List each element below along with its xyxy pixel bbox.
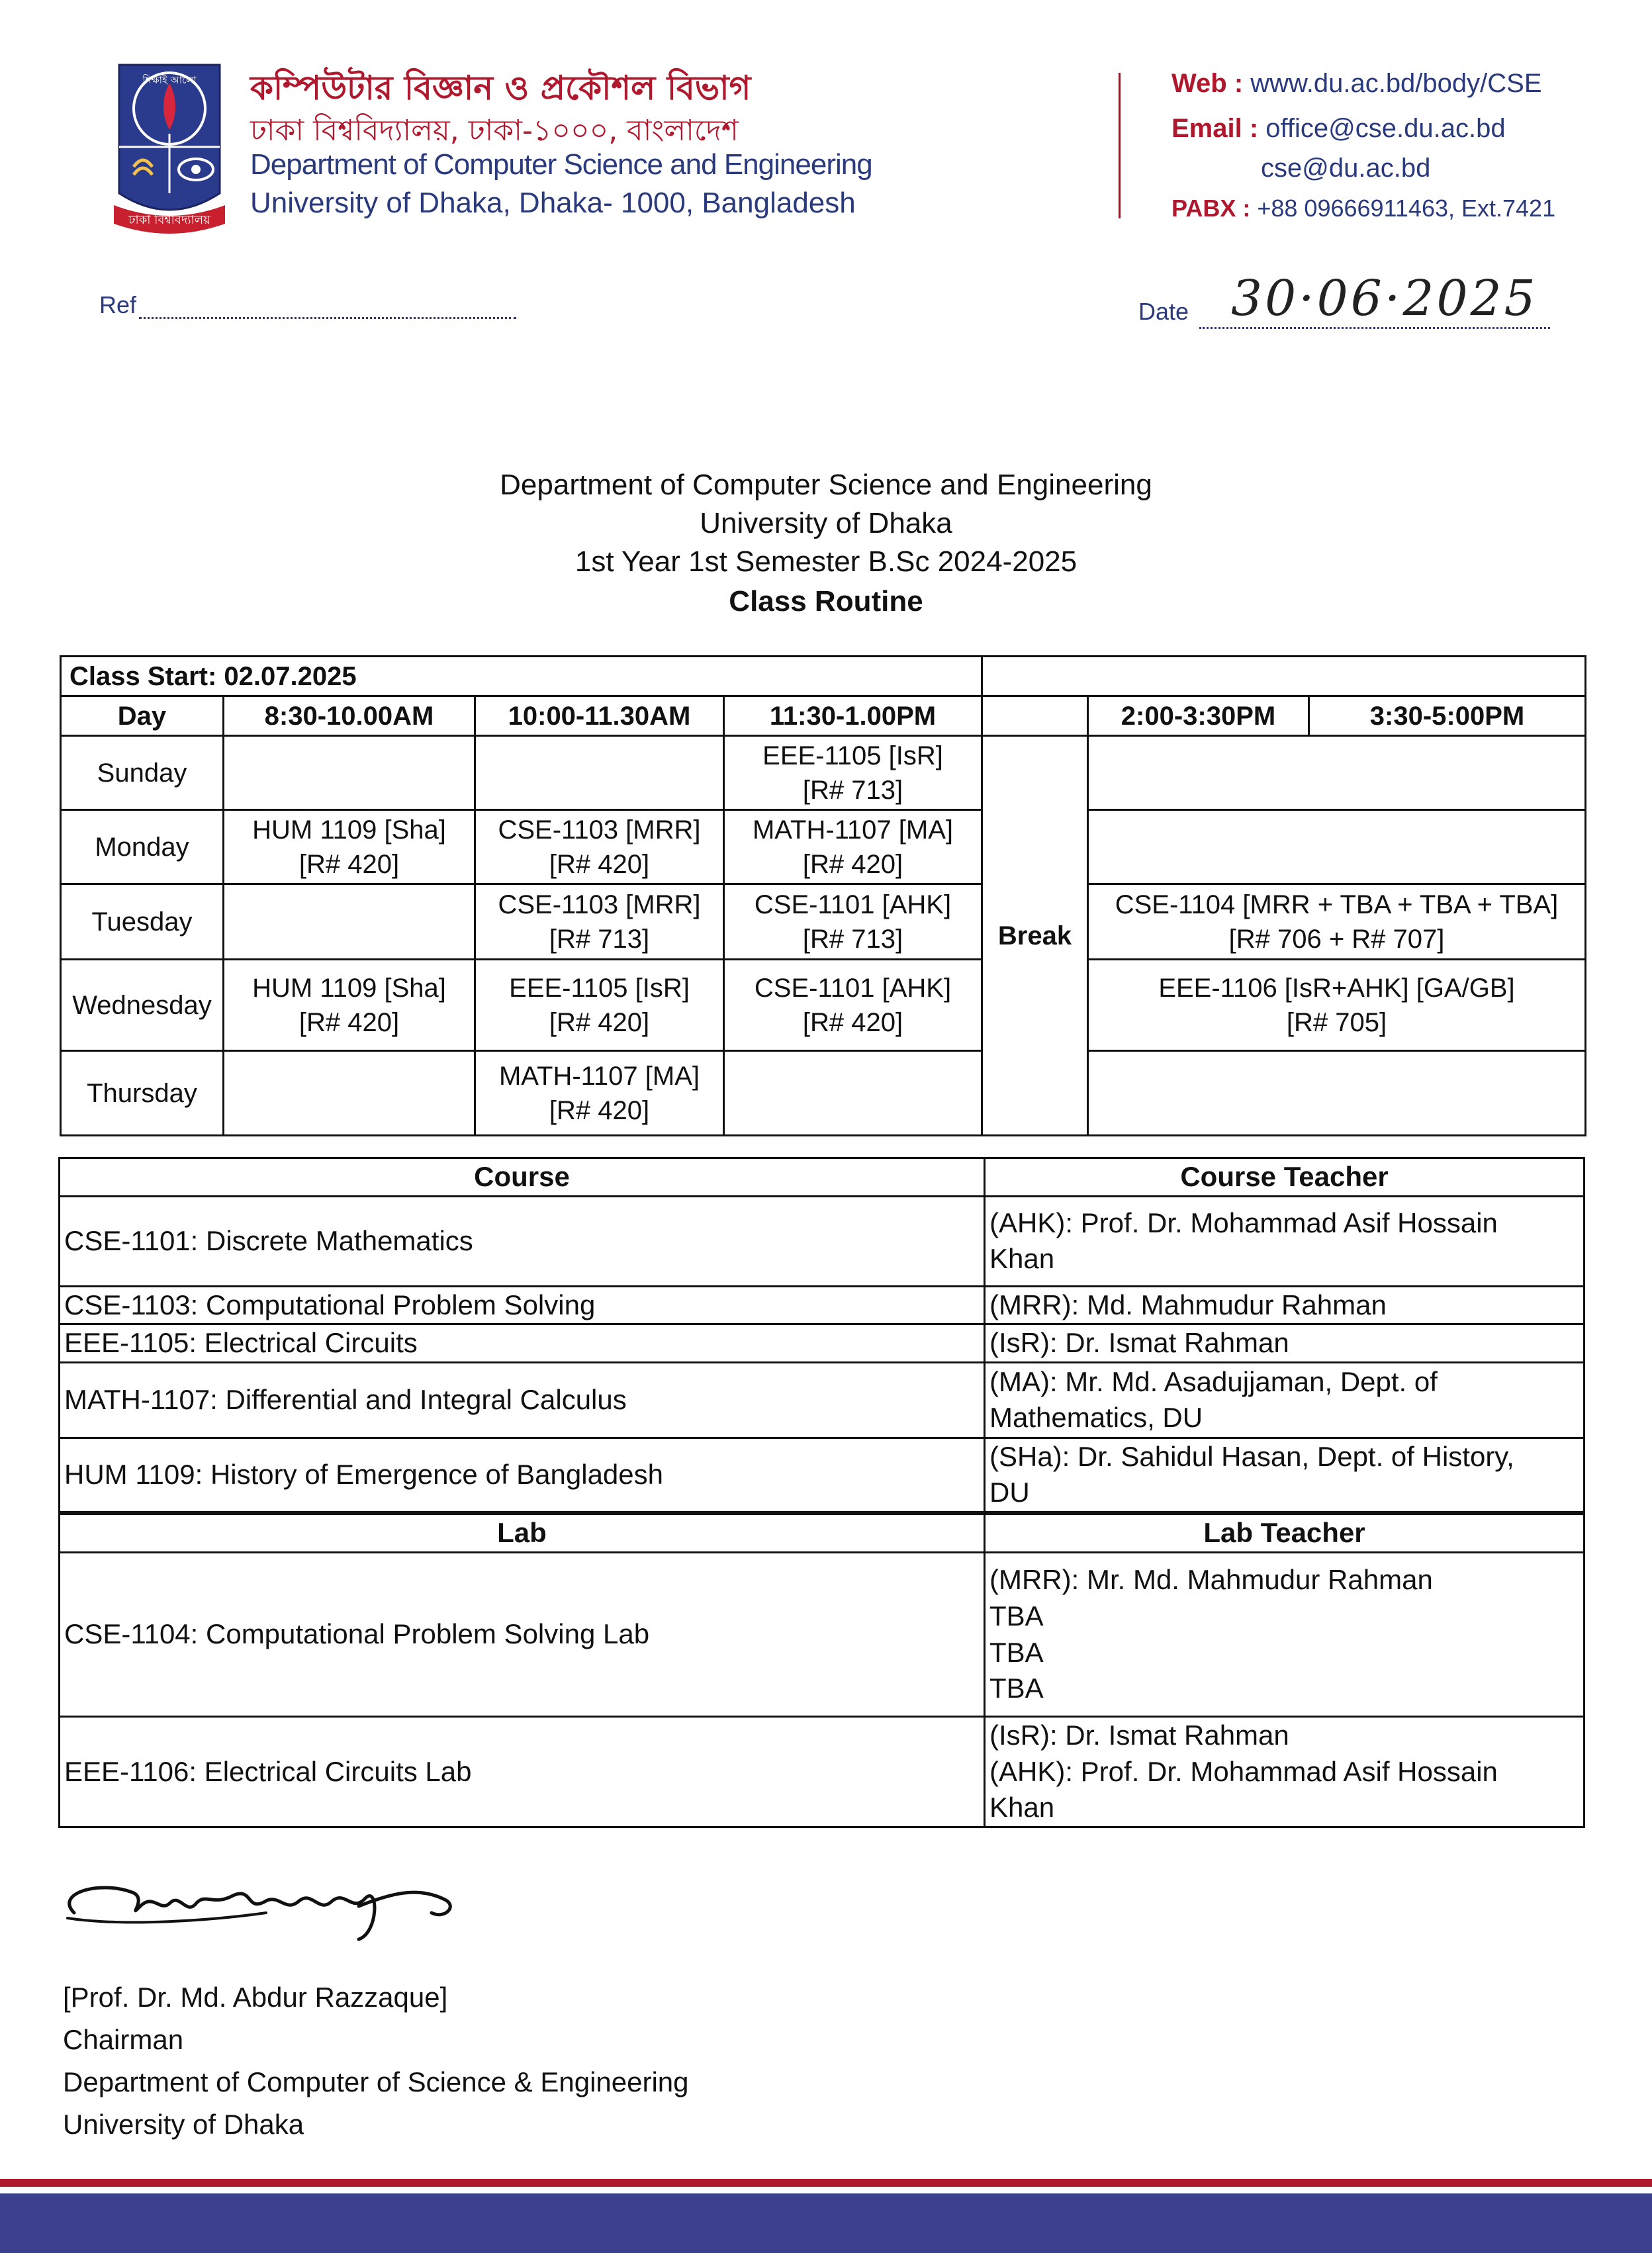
signatory-name: [Prof. Dr. Md. Abdur Razzaque] — [63, 1982, 448, 2013]
university-logo — [114, 61, 225, 238]
day-sunday: Sunday — [61, 736, 224, 810]
contact-pabx — [1171, 195, 1555, 222]
en-department-name: Department of Computer Science and Engineering — [250, 148, 872, 181]
sun-slot1 — [224, 736, 475, 810]
lab-name: EEE-1106: Electrical Circuits Lab — [60, 1717, 985, 1827]
teacher-line: (AHK): Prof. Dr. Mohammad Asif Hossain — [989, 1755, 1498, 1787]
thu-slot2 — [475, 1051, 724, 1136]
tue-slot2 — [475, 884, 724, 960]
course-name: HUM 1109: History of Emergence of Bangladesh — [60, 1438, 985, 1512]
doc-title-university: University of Dhaka — [700, 507, 952, 539]
logo-ribbon-text: ঢাকা বিশ্ববিদ্যালয় — [128, 213, 210, 227]
web-link[interactable]: www.du.ac.bd/body/CSE — [1250, 69, 1542, 98]
slot4-header: 2:00-3:30PM — [1088, 696, 1309, 736]
course-header: Course — [60, 1158, 985, 1197]
teacher-line: TBA — [989, 1600, 1044, 1632]
thu-slot3 — [724, 1051, 982, 1136]
class-code: MATH-1107 [MA] — [752, 815, 954, 845]
doc-title-department: Department of Computer Science and Engineering — [500, 469, 1152, 501]
course-name: MATH-1107: Differential and Integral Calculus — [60, 1362, 985, 1438]
lab-teacher — [985, 1553, 1584, 1717]
course-teacher — [985, 1362, 1584, 1438]
lab-teacher — [985, 1717, 1584, 1827]
class-code: HUM 1109 [Sha] — [252, 815, 446, 845]
pabx-label: PABX : — [1171, 195, 1251, 222]
class-code: CSE-1103 [MRR] — [498, 890, 701, 919]
room: [R# 713] — [549, 924, 650, 954]
slot5-header: 3:30-5:00PM — [1309, 696, 1586, 736]
day-monday: Monday — [61, 810, 224, 884]
footer-gap — [0, 2187, 1652, 2193]
class-code: CSE-1103 [MRR] — [498, 815, 701, 845]
tue-slot3 — [724, 884, 982, 960]
footer-navy-bar — [0, 2193, 1652, 2253]
doc-title-semester: 1st Year 1st Semester B.Sc 2024-2025 — [574, 545, 1078, 578]
teacher-line: (SHa): Dr. Sahidul Hasan, Dept. of History, — [989, 1440, 1514, 1472]
contact-web — [1171, 69, 1542, 99]
handwritten-date: 30·06·2025 — [1231, 270, 1538, 327]
letterhead-divider — [1119, 73, 1121, 218]
room: [R# 420] — [298, 1007, 400, 1037]
class-start-cell: Class Start: 02.07.2025 — [61, 657, 982, 696]
footer-red-stripe — [0, 2179, 1652, 2187]
web-label: Web : — [1171, 69, 1244, 98]
lab-name: CSE-1104: Computational Problem Solving Lab — [60, 1553, 985, 1717]
wed-afternoon — [1088, 960, 1586, 1051]
empty-header-cell — [982, 657, 1586, 696]
course-name: CSE-1103: Computational Problem Solving — [60, 1286, 985, 1324]
teacher-line: (AHK): Prof. Dr. Mohammad Asif Hossain — [989, 1207, 1498, 1238]
room: [R# 420] — [549, 849, 650, 879]
room: [R# 420] — [298, 849, 400, 879]
class-code: HUM 1109 [Sha] — [252, 973, 446, 1003]
teacher-line: (IsR): Dr. Ismat Rahman — [989, 1720, 1289, 1751]
teacher-line: Mathematics, DU — [989, 1402, 1203, 1434]
wed-slot3 — [724, 960, 982, 1051]
room: [R# 420] — [549, 1095, 650, 1125]
pabx-number: +88 09666911463, Ext.7421 — [1257, 195, 1556, 222]
day-wednesday: Wednesday — [61, 960, 224, 1051]
course-teacher: (IsR): Dr. Ismat Rahman — [985, 1324, 1584, 1363]
date-label: Date — [1138, 298, 1189, 325]
room: [R# 713] — [802, 924, 903, 954]
day-thursday: Thursday — [61, 1051, 224, 1136]
day-header: Day — [61, 696, 224, 736]
sun-slot2 — [475, 736, 724, 810]
room: [R# 420] — [549, 1007, 650, 1037]
slot3-header: 11:30-1.00PM — [724, 696, 982, 736]
day-tuesday: Tuesday — [61, 884, 224, 960]
teacher-line: (MRR): Mr. Md. Mahmudur Rahman — [989, 1564, 1433, 1596]
lab-teacher-table — [58, 1513, 1585, 1828]
course-teacher — [985, 1196, 1584, 1286]
mon-afternoon — [1088, 810, 1586, 884]
slot1-header: 8:30-10.00AM — [224, 696, 475, 736]
signatory-university: University of Dhaka — [63, 2109, 304, 2140]
teacher-line: (MA): Mr. Md. Asadujjaman, Dept. of — [989, 1365, 1438, 1397]
en-university-name: University of Dhaka, Dhaka- 1000, Bangladesh — [250, 187, 856, 219]
handwritten-signature — [48, 1866, 471, 1946]
bn-university-name: ঢাকা বিশ্ববিদ্যালয়, ঢাকা-১০০০, বাংলাদেশ — [250, 114, 739, 148]
email-link[interactable]: office@cse.du.ac.bd — [1265, 114, 1506, 143]
class-code: MATH-1107 [MA] — [498, 1061, 700, 1091]
class-code: EEE-1105 [IsR] — [762, 741, 943, 770]
room: [R# 420] — [802, 1007, 903, 1037]
mon-slot3 — [724, 810, 982, 884]
lab-teacher-header: Lab Teacher — [985, 1514, 1584, 1553]
class-code: CSE-1101 [AHK] — [754, 973, 952, 1003]
ref-dotted-line — [139, 317, 516, 319]
course-name: CSE-1101: Discrete Mathematics — [60, 1196, 985, 1286]
room: [R# 713] — [802, 775, 903, 805]
sun-afternoon — [1088, 736, 1586, 810]
ref-label: Ref — [99, 291, 137, 318]
date-dotted-line — [1199, 327, 1550, 329]
class-routine-table — [60, 655, 1586, 1136]
teacher-line: Khan — [989, 1792, 1055, 1823]
tue-slot1 — [224, 884, 475, 960]
room: [R# 706 + R# 707] — [1228, 924, 1445, 954]
signatory-designation: Chairman — [63, 2024, 184, 2055]
wed-slot1 — [224, 960, 475, 1051]
break-cell: Break — [982, 736, 1088, 1136]
class-code: CSE-1101 [AHK] — [754, 890, 952, 919]
slot2-header: 10:00-11.30AM — [475, 696, 724, 736]
class-code: CSE-1104 [MRR + TBA + TBA + TBA] — [1115, 890, 1559, 919]
course-teacher-header: Course Teacher — [985, 1158, 1584, 1197]
lab-header: Lab — [60, 1514, 985, 1553]
mon-slot1 — [224, 810, 475, 884]
room: [R# 420] — [802, 849, 903, 879]
logo-motto: শিক্ষাই আলো — [142, 74, 197, 86]
wed-slot2 — [475, 960, 724, 1051]
contact-email — [1171, 114, 1506, 144]
teacher-line: Khan — [989, 1243, 1055, 1275]
course-name: EEE-1105: Electrical Circuits — [60, 1324, 985, 1363]
class-code: EEE-1106 [IsR+AHK] [GA/GB] — [1158, 973, 1515, 1003]
bn-department-name: কম্পিউটার বিজ্ঞান ও প্রকৌশল বিভাগ — [250, 69, 751, 107]
class-code: EEE-1105 [IsR] — [509, 973, 690, 1003]
teacher-line: DU — [989, 1477, 1030, 1508]
break-header — [982, 696, 1088, 736]
course-teacher — [985, 1438, 1584, 1512]
thu-slot1 — [224, 1051, 475, 1136]
teacher-line: TBA — [989, 1636, 1044, 1668]
contact-email-secondary[interactable]: cse@du.ac.bd — [1261, 154, 1431, 183]
doc-title-routine: Class Routine — [729, 585, 923, 618]
room: [R# 705] — [1286, 1007, 1387, 1037]
teacher-line: TBA — [989, 1673, 1044, 1704]
course-teacher: (MRR): Md. Mahmudur Rahman — [985, 1286, 1584, 1324]
course-teacher-table — [58, 1157, 1585, 1513]
thu-afternoon — [1088, 1051, 1586, 1136]
sun-slot3 — [724, 736, 982, 810]
signatory-department: Department of Computer of Science & Engineering — [63, 2066, 689, 2097]
ref-field — [99, 291, 516, 319]
mon-slot2 — [475, 810, 724, 884]
email-label: Email : — [1171, 114, 1259, 143]
tue-afternoon — [1088, 884, 1586, 960]
